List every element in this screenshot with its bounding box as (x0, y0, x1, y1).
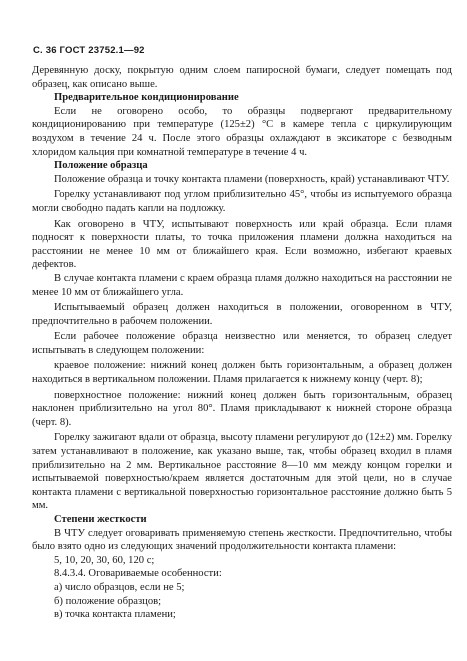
document-body (32, 64, 452, 622)
paragraph: Как оговорено в ЧТУ, испытывают поверхность или край образца. Если пламя подносят к поверхности платы, то точка приложения пламени должна находиться на расстоянии не менее 10 мм от ближайшего края. Если возможно, избегают краевых дефектов. (32, 218, 452, 271)
section-heading: Предварительное кондиционирование (54, 92, 239, 104)
paragraph: Испытываемый образец должен находиться в положении, оговоренном в ЧТУ, предпочтительно в рабочем положении. (32, 302, 452, 327)
paragraph: краевое положение: нижний конец должен быть горизонтальным, а образец должен находиться в вертикальном положении. Пламя прилагается к нижнему концу (черт. 8); (32, 360, 452, 386)
section-heading: Положение образца (54, 160, 148, 172)
paragraph: Горелку устанавливают под углом приблизительно 45°, чтобы из испытуемого образца могли свободно падать капли на подложку. (32, 189, 452, 214)
list-item: в) точка контакта пламени; (54, 609, 176, 621)
paragraph: Положение образца и точку контакта пламени (поверхность, край) устанавливают ЧТУ. (54, 173, 450, 185)
paragraph: Деревянную доску, покрытую одним слоем папиросной бумаги, следует помещать под образец, как описано выше. (32, 65, 452, 90)
list-item: 5, 10, 20, 30, 60, 120 с; (54, 554, 155, 566)
paragraph: Если рабочее положение образца неизвестно или меняется, то образец следует испытывать в следующем положении: (32, 331, 452, 356)
paragraph: Горелку зажигают вдали от образца, высоту пламени регулируют до (12±2) мм. Горелку затем устанавливают в положение, как указано выше, так, чтобы образец входил в пламя приблизительно на 2 мм. Вертикальное расстояние 8—10 мм между концом горелки и испытываемой поверхностью/краем является достаточным для этой цели, но в случае контакта пламени с вертикальной поверхностью горизонтальное расстояние должно быть 5 мм. (32, 432, 452, 512)
paragraph: Если не оговорено особо, то образцы подвергают предварительному кондиционированию при температуре (125±2) °С в камере тепла с циркулирующим воздухом в течение 24 ч. После этого образцы охлаждают в эксикаторе с безводным хлоридом кальция при комнатной температуре в течение 4 ч. (32, 105, 452, 158)
list-item: б) положение образцов; (54, 595, 162, 607)
list-item: а) число образцов, если не 5; (54, 581, 185, 593)
page-header: С. 36 ГОСТ 23752.1—92 (33, 45, 145, 56)
paragraph: В случае контакта пламени с краем образца пламя должно находиться на расстоянии не менее 10 мм от ближайшего угла. (32, 272, 452, 298)
paragraph: поверхностное положение: нижний конец должен быть горизонтальным, образец наклонен приблизительно на угол 80°. Пламя прикладывают к нижней стороне образца (черт. 8). (32, 389, 452, 428)
paragraph: В ЧТУ следует оговаривать применяемую степень жесткости. Предпочтительно, чтобы было взято одно из следующих значений продолжительности контакта пламени: (32, 527, 452, 553)
section-heading: Степени жесткости (54, 514, 147, 525)
list-item: 8.4.3.4. Оговариваемые особенности: (54, 568, 222, 580)
